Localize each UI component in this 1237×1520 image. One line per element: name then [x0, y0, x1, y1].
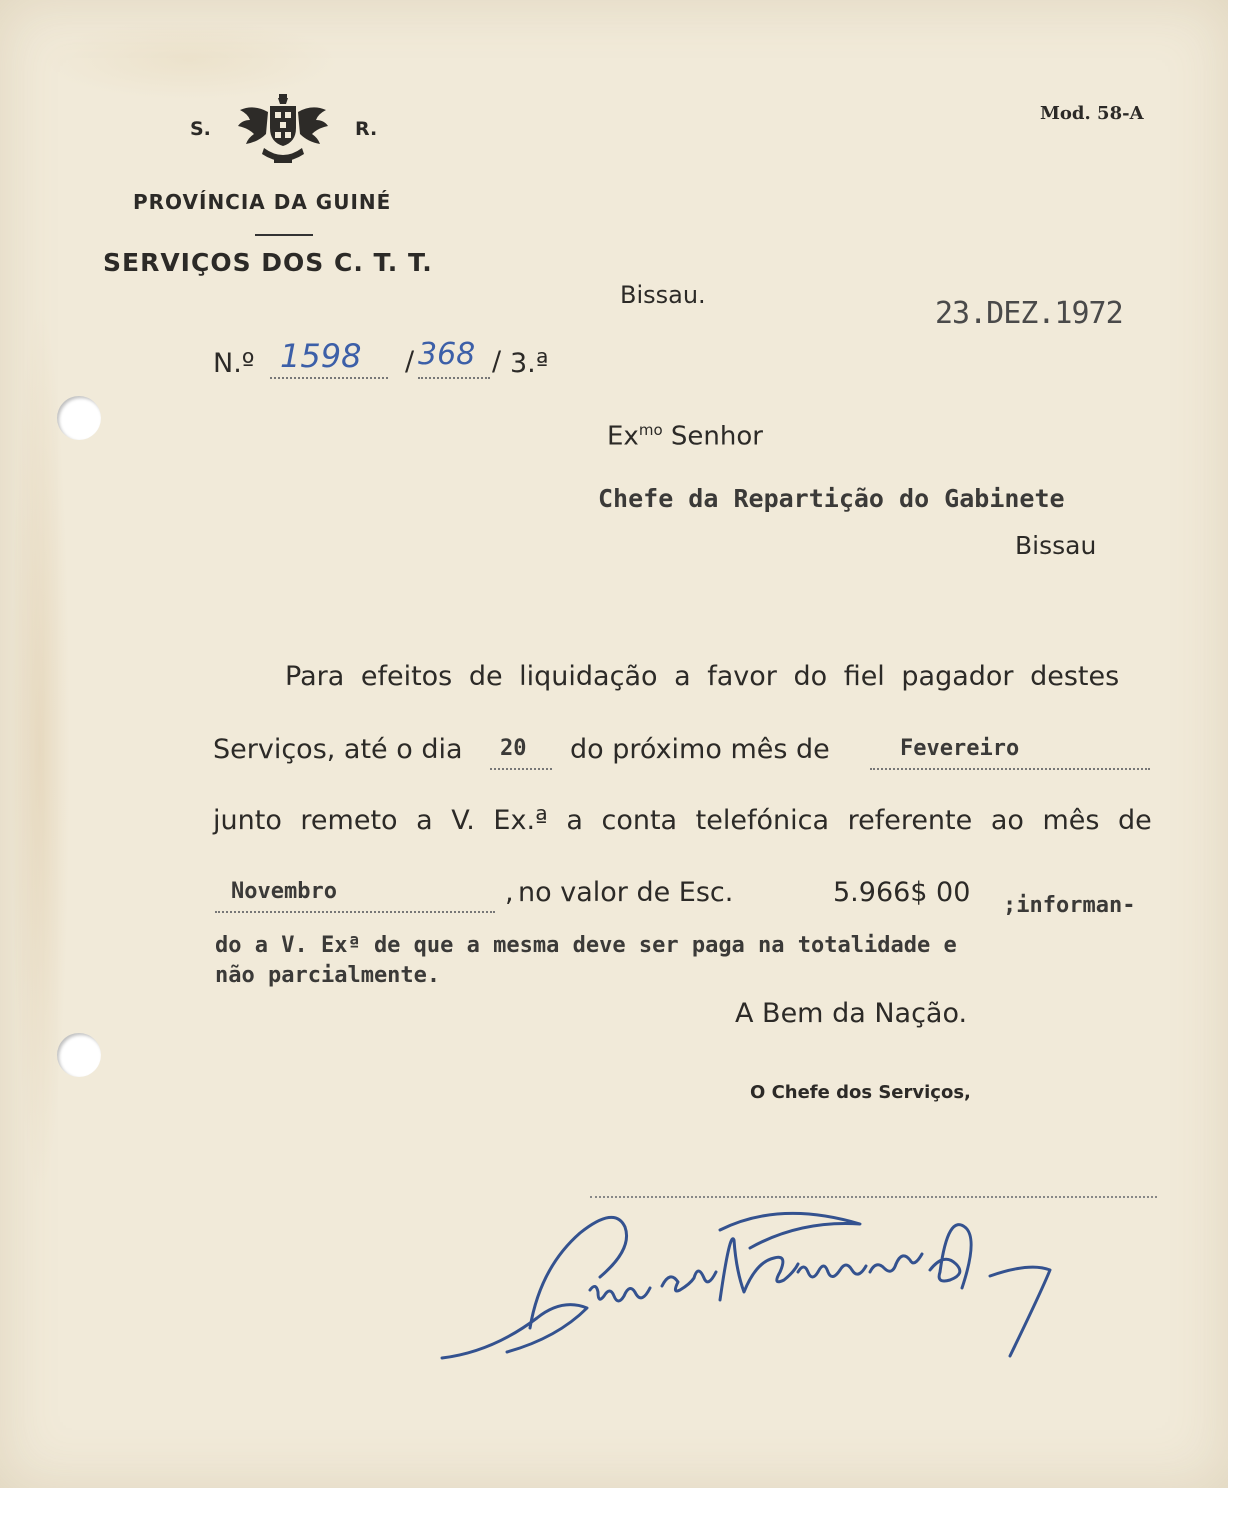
typed-continuation-3: não parcialmente.	[215, 963, 441, 988]
signer-title: O Chefe dos Serviços,	[750, 1082, 971, 1103]
bill-month-value: Novembro	[231, 879, 337, 904]
addressee-title: Chefe da Repartição do Gabinete	[598, 484, 1065, 513]
handwritten-signature	[430, 1200, 1110, 1370]
payment-month-value: Fevereiro	[900, 736, 1020, 761]
reference-series: 3.ª	[510, 348, 549, 379]
payment-month-field	[870, 736, 1150, 770]
header-divider	[255, 234, 313, 236]
day-value: 20	[500, 736, 527, 761]
body-line-4a: no valor de Esc.	[518, 877, 734, 908]
city-line: Bissau.	[620, 281, 706, 309]
reference-sub-number: 368	[418, 337, 476, 372]
punch-hole	[57, 396, 101, 440]
r-letter: R.	[355, 118, 378, 140]
typed-continuation-1: ;informan-	[1003, 893, 1136, 918]
paper-stain	[40, 20, 340, 100]
reference-slash-2: /	[492, 346, 502, 377]
s-letter: S.	[190, 118, 211, 140]
signature-line	[590, 1196, 1157, 1198]
bill-month-field	[215, 879, 495, 913]
salutation-superscript: mo	[638, 421, 663, 439]
body-line-3: junto remeto a V. Ex.ª a conta telefónica referente ao mês de	[213, 805, 1152, 836]
closing-motto: A Bem da Nação.	[735, 998, 968, 1029]
reference-number: 1598	[280, 337, 362, 375]
salutation-word: Senhor	[670, 421, 763, 452]
body-line-1: Para efeitos de liquidação a favor do fiel pagador destes	[285, 661, 1120, 692]
reference-field	[270, 337, 388, 379]
salutation	[607, 421, 763, 452]
amount-value: 5.966$ 00	[833, 877, 971, 908]
addressee-city: Bissau	[1015, 531, 1097, 560]
coat-of-arms-icon	[234, 92, 332, 166]
date-stamp: 23.DEZ.1972	[935, 296, 1123, 331]
reference-label: N.º	[213, 348, 255, 379]
salutation-prefix: Ex	[607, 421, 639, 452]
typed-continuation-2: do a V. Exª de que a mesma deve ser paga na totalidade e	[215, 933, 957, 958]
comma-separator: ,	[505, 877, 514, 908]
model-number: Mod. 58-A	[1040, 103, 1144, 124]
punch-hole	[57, 1033, 101, 1077]
reference-sub-field	[418, 337, 490, 379]
body-line-2b: do próximo mês de	[570, 734, 830, 765]
day-field	[490, 736, 552, 770]
body-line-2a: Serviços, até o dia	[213, 734, 463, 765]
services-name: SERVIÇOS DOS C. T. T.	[103, 248, 433, 277]
province-name: PROVÍNCIA DA GUINÉ	[133, 190, 392, 214]
reference-slash-1: /	[405, 346, 415, 377]
